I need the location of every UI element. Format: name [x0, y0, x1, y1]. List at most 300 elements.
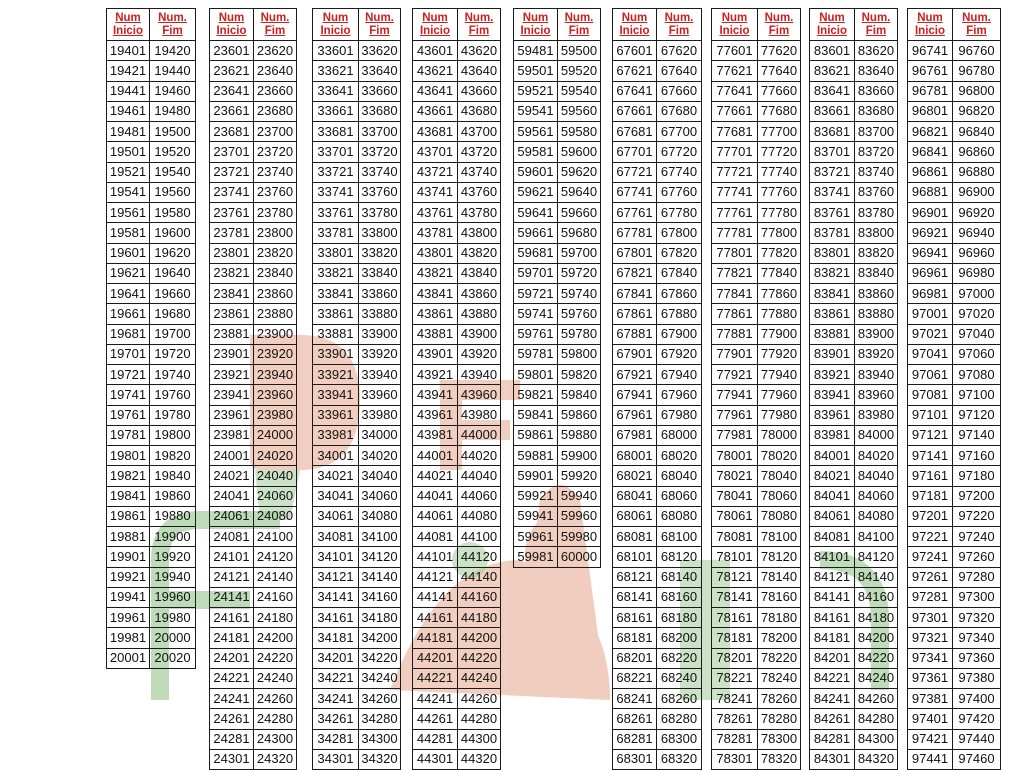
- table-row: [908, 223, 1001, 243]
- table-row: [514, 284, 601, 304]
- range-end-cell: 67620: [657, 41, 702, 61]
- range-start-cell: 78081: [712, 527, 758, 547]
- range-end-cell: 59760: [558, 304, 601, 324]
- table-row: [514, 365, 601, 385]
- table-row: [210, 61, 297, 81]
- range-end-cell: 19480: [150, 101, 196, 121]
- table-row: [810, 527, 898, 547]
- table-row: [908, 41, 1001, 61]
- range-end-cell: 84000: [855, 425, 898, 445]
- range-start-cell: 19781: [107, 425, 150, 445]
- table-row: [613, 223, 702, 243]
- range-end-cell: 34220: [359, 648, 401, 668]
- range-start-cell: 59641: [514, 203, 558, 223]
- range-start-cell: 59481: [514, 41, 558, 61]
- range-start-cell: 19841: [107, 486, 150, 506]
- range-start-cell: 33601: [313, 41, 359, 61]
- table-row: [514, 344, 601, 364]
- range-start-cell: 59981: [514, 547, 558, 567]
- range-end-cell: 83920: [855, 344, 898, 364]
- range-start-cell: 23881: [210, 324, 254, 344]
- range-end-cell: 97300: [953, 587, 1001, 607]
- table-row: [514, 263, 601, 283]
- table-row: [810, 689, 898, 709]
- table-header-row: [210, 9, 297, 41]
- range-start-cell: 84201: [810, 648, 855, 668]
- range-end-cell: 34200: [359, 628, 401, 648]
- table-row: [810, 284, 898, 304]
- range-start-cell: 97201: [908, 506, 953, 526]
- range-start-cell: 83641: [810, 81, 855, 101]
- table-row: [908, 648, 1001, 668]
- range-start-cell: 33721: [313, 162, 359, 182]
- range-start-cell: 97281: [908, 587, 953, 607]
- range-start-cell: 84101: [810, 547, 855, 567]
- range-end-cell: 19520: [150, 142, 196, 162]
- range-start-cell: 34081: [313, 527, 359, 547]
- range-end-cell: 44080: [458, 506, 501, 526]
- range-end-cell: 67920: [657, 344, 702, 364]
- table-row: [514, 203, 601, 223]
- table-row: [210, 668, 297, 688]
- range-end-cell: 19660: [150, 284, 196, 304]
- range-start-cell: 59901: [514, 466, 558, 486]
- range-start-cell: 77601: [712, 41, 758, 61]
- range-end-cell: 67640: [657, 61, 702, 81]
- end-column-header: Num. Fim: [150, 9, 196, 41]
- range-start-cell: 68241: [613, 689, 657, 709]
- range-end-cell: 59500: [558, 41, 601, 61]
- range-end-cell: 34280: [359, 709, 401, 729]
- range-end-cell: 19700: [150, 324, 196, 344]
- table-row: [210, 587, 297, 607]
- range-end-cell: 78080: [758, 506, 801, 526]
- range-end-cell: 33740: [359, 162, 401, 182]
- range-end-cell: 60000: [558, 547, 601, 567]
- range-start-cell: 83661: [810, 101, 855, 121]
- range-start-cell: 23601: [210, 41, 254, 61]
- table-row: [908, 689, 1001, 709]
- table-row: [413, 243, 501, 263]
- table-row: [908, 101, 1001, 121]
- range-start-cell: 78161: [712, 608, 758, 628]
- range-end-cell: 59580: [558, 122, 601, 142]
- range-end-cell: 34260: [359, 689, 401, 709]
- range-end-cell: 34140: [359, 567, 401, 587]
- range-start-cell: 34241: [313, 689, 359, 709]
- range-end-cell: 43940: [458, 365, 501, 385]
- range-start-cell: 23781: [210, 223, 254, 243]
- range-start-cell: 83981: [810, 425, 855, 445]
- table-header-row: [613, 9, 702, 41]
- range-end-cell: 24120: [254, 547, 297, 567]
- start-column-header: Num Inicio: [210, 9, 254, 41]
- range-end-cell: 23960: [254, 385, 297, 405]
- range-end-cell: 84220: [855, 648, 898, 668]
- range-start-cell: 19961: [107, 608, 150, 628]
- range-end-cell: 34300: [359, 729, 401, 749]
- table-row: [313, 81, 401, 101]
- range-start-cell: 84161: [810, 608, 855, 628]
- range-end-cell: 83680: [855, 101, 898, 121]
- range-end-cell: 19900: [150, 527, 196, 547]
- range-start-cell: 83621: [810, 61, 855, 81]
- table-row: [613, 648, 702, 668]
- range-start-cell: 24001: [210, 446, 254, 466]
- table-row: [514, 324, 601, 344]
- range-start-cell: 23721: [210, 162, 254, 182]
- range-end-cell: 43700: [458, 122, 501, 142]
- range-end-cell: 33900: [359, 324, 401, 344]
- range-start-cell: 19441: [107, 81, 150, 101]
- range-start-cell: 33781: [313, 223, 359, 243]
- range-end-cell: 68140: [657, 567, 702, 587]
- range-start-cell: 97421: [908, 729, 953, 749]
- range-table-3: [312, 8, 401, 770]
- range-start-cell: 24181: [210, 628, 254, 648]
- table-row: [313, 324, 401, 344]
- range-start-cell: 19461: [107, 101, 150, 121]
- range-start-cell: 24281: [210, 729, 254, 749]
- range-end-cell: 67740: [657, 162, 702, 182]
- table-row: [514, 385, 601, 405]
- range-start-cell: 43761: [413, 203, 458, 223]
- table-row: [413, 203, 501, 223]
- table-row: [413, 567, 501, 587]
- table-row: [514, 527, 601, 547]
- range-start-cell: 19801: [107, 446, 150, 466]
- table-row: [313, 405, 401, 425]
- range-start-cell: 67761: [613, 203, 657, 223]
- range-start-cell: 23621: [210, 61, 254, 81]
- range-end-cell: 68100: [657, 527, 702, 547]
- range-start-cell: 77721: [712, 162, 758, 182]
- range-start-cell: 83881: [810, 324, 855, 344]
- range-end-cell: 43680: [458, 101, 501, 121]
- table-row: [908, 608, 1001, 628]
- range-start-cell: 67781: [613, 223, 657, 243]
- range-end-cell: 97180: [953, 466, 1001, 486]
- range-end-cell: 77940: [758, 365, 801, 385]
- start-column-header: Num Inicio: [514, 9, 558, 41]
- range-start-cell: 83821: [810, 263, 855, 283]
- table-row: [908, 385, 1001, 405]
- range-start-cell: 78241: [712, 689, 758, 709]
- range-end-cell: 67880: [657, 304, 702, 324]
- table-row: [107, 405, 196, 425]
- range-start-cell: 19821: [107, 466, 150, 486]
- range-end-cell: 67660: [657, 81, 702, 101]
- table-row: [810, 365, 898, 385]
- range-start-cell: 77761: [712, 203, 758, 223]
- table-row: [107, 284, 196, 304]
- table-row: [413, 162, 501, 182]
- table-row: [210, 506, 297, 526]
- range-end-cell: 23660: [254, 81, 297, 101]
- table-row: [413, 344, 501, 364]
- range-end-cell: 24200: [254, 628, 297, 648]
- range-end-cell: 59600: [558, 142, 601, 162]
- table-row: [107, 628, 196, 648]
- table-row: [712, 425, 801, 445]
- range-start-cell: 19421: [107, 61, 150, 81]
- range-start-cell: 24161: [210, 608, 254, 628]
- table-row: [810, 304, 898, 324]
- range-end-cell: 23840: [254, 263, 297, 283]
- range-start-cell: 19881: [107, 527, 150, 547]
- table-row: [210, 749, 297, 769]
- table-row: [107, 81, 196, 101]
- table-row: [514, 243, 601, 263]
- table-row: [514, 304, 601, 324]
- range-end-cell: 83780: [855, 203, 898, 223]
- table-row: [712, 628, 801, 648]
- table-row: [810, 587, 898, 607]
- table-row: [210, 527, 297, 547]
- table-row: [613, 162, 702, 182]
- table-row: [413, 365, 501, 385]
- range-start-cell: 34021: [313, 466, 359, 486]
- range-end-cell: 24160: [254, 587, 297, 607]
- range-start-cell: 33681: [313, 122, 359, 142]
- range-end-cell: 19780: [150, 405, 196, 425]
- range-start-cell: 33961: [313, 405, 359, 425]
- table-row: [712, 486, 801, 506]
- range-start-cell: 43621: [413, 61, 458, 81]
- range-start-cell: 67981: [613, 425, 657, 445]
- table-row: [908, 344, 1001, 364]
- table-row: [908, 162, 1001, 182]
- range-end-cell: 24260: [254, 689, 297, 709]
- range-end-cell: 44320: [458, 749, 501, 769]
- range-start-cell: 23961: [210, 405, 254, 425]
- table-row: [413, 709, 501, 729]
- table-row: [107, 203, 196, 223]
- table-row: [810, 567, 898, 587]
- table-row: [810, 61, 898, 81]
- table-row: [613, 608, 702, 628]
- range-start-cell: 44161: [413, 608, 458, 628]
- table-row: [413, 587, 501, 607]
- range-start-cell: 33901: [313, 344, 359, 364]
- table-row: [107, 101, 196, 121]
- range-end-cell: 43720: [458, 142, 501, 162]
- range-start-cell: 97341: [908, 648, 953, 668]
- table-row: [712, 668, 801, 688]
- range-end-cell: 83760: [855, 182, 898, 202]
- range-start-cell: 77661: [712, 101, 758, 121]
- range-start-cell: 34181: [313, 628, 359, 648]
- range-start-cell: 43721: [413, 162, 458, 182]
- table-row: [107, 122, 196, 142]
- range-start-cell: 68281: [613, 729, 657, 749]
- range-end-cell: 23640: [254, 61, 297, 81]
- range-start-cell: 33621: [313, 61, 359, 81]
- range-end-cell: 59940: [558, 486, 601, 506]
- range-end-cell: 83880: [855, 304, 898, 324]
- table-row: [413, 122, 501, 142]
- table-row: [613, 689, 702, 709]
- range-end-cell: 23900: [254, 324, 297, 344]
- table-row: [210, 182, 297, 202]
- range-start-cell: 19861: [107, 506, 150, 526]
- table-row: [712, 324, 801, 344]
- range-start-cell: 67901: [613, 344, 657, 364]
- range-end-cell: 96860: [953, 142, 1001, 162]
- range-start-cell: 34101: [313, 547, 359, 567]
- table-row: [313, 567, 401, 587]
- table-row: [810, 203, 898, 223]
- range-end-cell: 68180: [657, 608, 702, 628]
- range-start-cell: 59581: [514, 142, 558, 162]
- table-row: [107, 324, 196, 344]
- range-end-cell: 23980: [254, 405, 297, 425]
- table-row: [712, 61, 801, 81]
- end-column-header: Num. Fim: [953, 9, 1001, 41]
- range-end-cell: 34020: [359, 446, 401, 466]
- table-row: [810, 648, 898, 668]
- range-end-cell: 68320: [657, 749, 702, 769]
- table-row: [908, 749, 1001, 769]
- range-start-cell: 83901: [810, 344, 855, 364]
- range-start-cell: 96901: [908, 203, 953, 223]
- start-column-header: Num Inicio: [413, 9, 458, 41]
- table-row: [313, 122, 401, 142]
- end-column-header: Num. Fim: [855, 9, 898, 41]
- range-end-cell: 84240: [855, 668, 898, 688]
- table-row: [613, 243, 702, 263]
- range-end-cell: 96760: [953, 41, 1001, 61]
- range-table-9: [907, 8, 1001, 770]
- range-end-cell: 68280: [657, 709, 702, 729]
- table-row: [107, 648, 196, 668]
- range-end-cell: 34100: [359, 527, 401, 547]
- range-start-cell: 23701: [210, 142, 254, 162]
- range-start-cell: 67821: [613, 263, 657, 283]
- table-row: [210, 425, 297, 445]
- range-start-cell: 33821: [313, 263, 359, 283]
- table-row: [313, 648, 401, 668]
- table-row: [810, 405, 898, 425]
- range-end-cell: 97060: [953, 344, 1001, 364]
- range-end-cell: 33920: [359, 344, 401, 364]
- start-column-header: Num Inicio: [712, 9, 758, 41]
- range-end-cell: 33800: [359, 223, 401, 243]
- range-start-cell: 77641: [712, 81, 758, 101]
- range-start-cell: 33981: [313, 425, 359, 445]
- range-start-cell: 24061: [210, 506, 254, 526]
- table-row: [413, 223, 501, 243]
- range-start-cell: 78261: [712, 709, 758, 729]
- range-end-cell: 19760: [150, 385, 196, 405]
- table-row: [908, 61, 1001, 81]
- range-start-cell: 68001: [613, 446, 657, 466]
- range-end-cell: 68300: [657, 729, 702, 749]
- table-row: [908, 506, 1001, 526]
- range-start-cell: 23821: [210, 263, 254, 283]
- range-end-cell: 84160: [855, 587, 898, 607]
- range-start-cell: 43641: [413, 81, 458, 101]
- range-start-cell: 96981: [908, 284, 953, 304]
- range-end-cell: 43620: [458, 41, 501, 61]
- range-start-cell: 19481: [107, 122, 150, 142]
- range-start-cell: 33841: [313, 284, 359, 304]
- table-row: [712, 729, 801, 749]
- range-start-cell: 68061: [613, 506, 657, 526]
- range-table-2: [209, 8, 297, 770]
- range-end-cell: 44300: [458, 729, 501, 749]
- table-header-row: [107, 9, 196, 41]
- table-row: [712, 41, 801, 61]
- table-row: [313, 284, 401, 304]
- table-row: [908, 263, 1001, 283]
- table-row: [712, 263, 801, 283]
- table-row: [313, 689, 401, 709]
- table-row: [313, 263, 401, 283]
- range-end-cell: 33820: [359, 243, 401, 263]
- table-row: [107, 385, 196, 405]
- range-end-cell: 23880: [254, 304, 297, 324]
- range-start-cell: 44001: [413, 446, 458, 466]
- range-end-cell: 44020: [458, 446, 501, 466]
- table-row: [712, 709, 801, 729]
- range-start-cell: 68141: [613, 587, 657, 607]
- table-row: [613, 506, 702, 526]
- range-start-cell: 19521: [107, 162, 150, 182]
- range-start-cell: 84121: [810, 567, 855, 587]
- range-start-cell: 68181: [613, 628, 657, 648]
- range-start-cell: 59661: [514, 223, 558, 243]
- range-end-cell: 78140: [758, 567, 801, 587]
- table-row: [210, 284, 297, 304]
- table-row: [210, 486, 297, 506]
- table-row: [908, 709, 1001, 729]
- range-end-cell: 34000: [359, 425, 401, 445]
- table-row: [413, 608, 501, 628]
- range-start-cell: 97081: [908, 385, 953, 405]
- range-end-cell: 24080: [254, 506, 297, 526]
- table-row: [107, 365, 196, 385]
- table-row: [613, 284, 702, 304]
- table-row: [613, 466, 702, 486]
- range-start-cell: 97001: [908, 304, 953, 324]
- table-row: [810, 668, 898, 688]
- table-row: [313, 41, 401, 61]
- table-row: [107, 243, 196, 263]
- range-start-cell: 19701: [107, 344, 150, 364]
- range-start-cell: 23921: [210, 365, 254, 385]
- table-row: [210, 405, 297, 425]
- table-header-row: [810, 9, 898, 41]
- range-start-cell: 34061: [313, 506, 359, 526]
- range-start-cell: 83941: [810, 385, 855, 405]
- range-end-cell: 59920: [558, 466, 601, 486]
- range-start-cell: 33941: [313, 385, 359, 405]
- range-start-cell: 67741: [613, 182, 657, 202]
- range-start-cell: 24021: [210, 466, 254, 486]
- range-start-cell: 97021: [908, 324, 953, 344]
- table-row: [210, 689, 297, 709]
- table-row: [413, 304, 501, 324]
- range-end-cell: 34040: [359, 466, 401, 486]
- range-start-cell: 19501: [107, 142, 150, 162]
- range-end-cell: 33640: [359, 61, 401, 81]
- range-end-cell: 44200: [458, 628, 501, 648]
- range-start-cell: 44101: [413, 547, 458, 567]
- range-end-cell: 59680: [558, 223, 601, 243]
- range-end-cell: 97040: [953, 324, 1001, 344]
- range-end-cell: 19740: [150, 365, 196, 385]
